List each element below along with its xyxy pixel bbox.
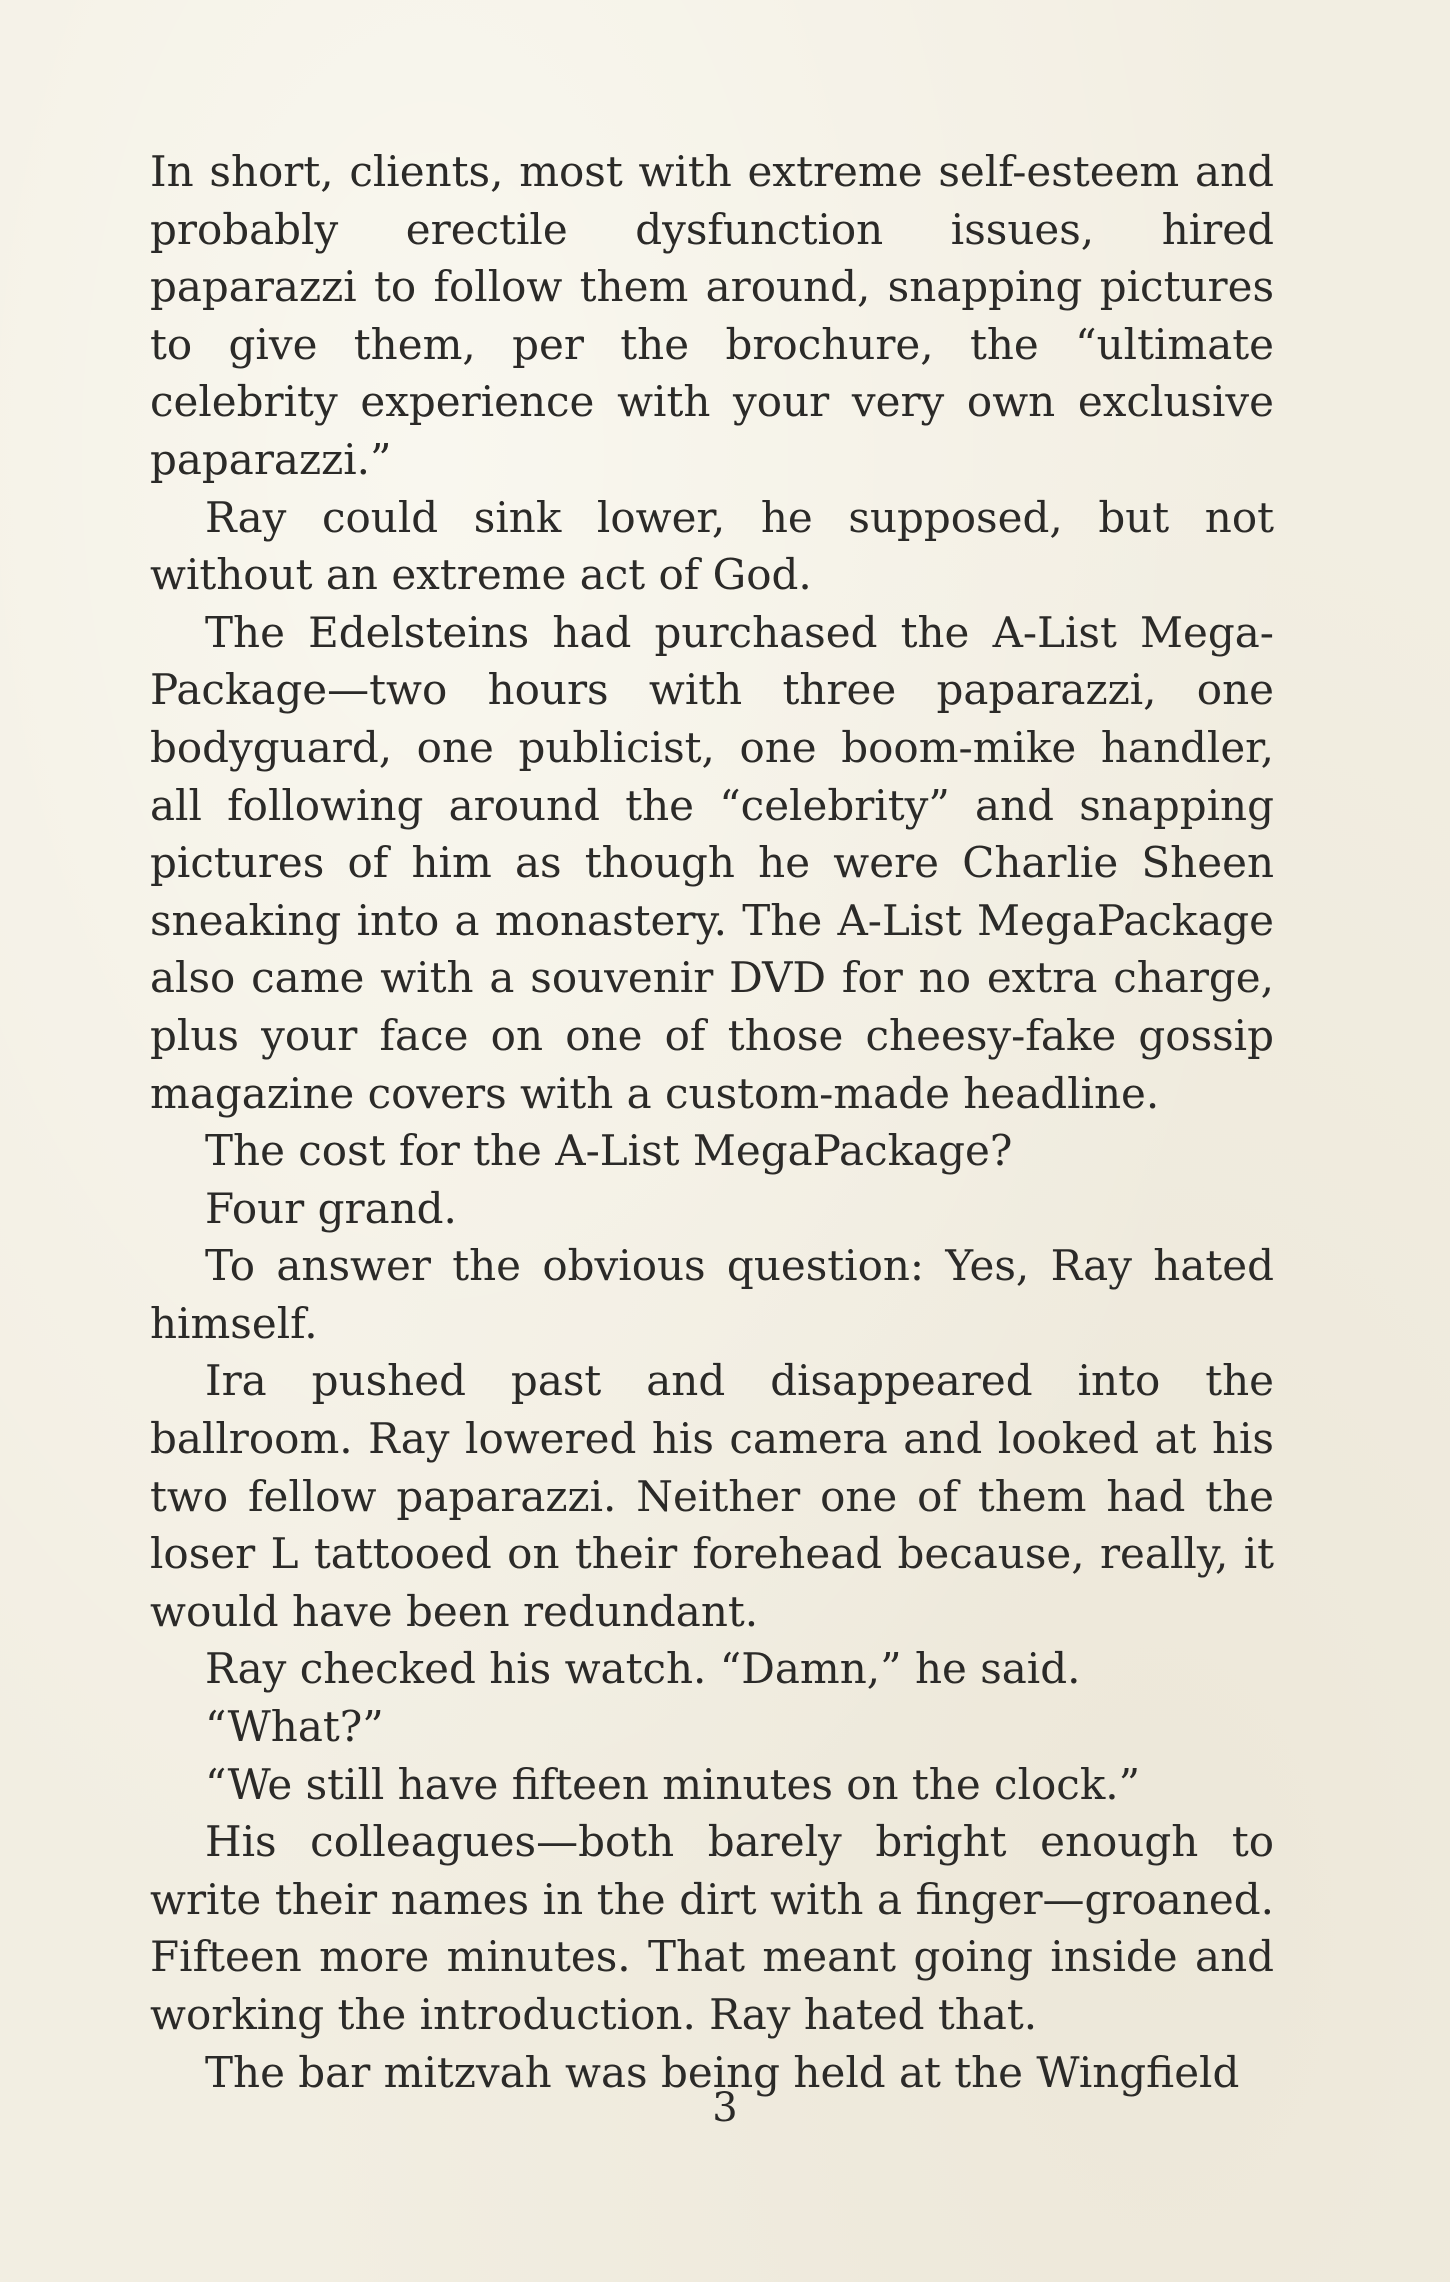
paragraph: To answer the obvious question: Yes, Ray hated himself. xyxy=(150,1241,1274,1348)
paragraph: The cost for the A-List MegaPackage? xyxy=(205,1126,1013,1176)
paragraph: Ira pushed past and disappeared into the ballroom. Ray lowered his camera and looked at his two fellow paparazzi. Neither one of them had the loser L tattooed on their forehead because, really, it would have been redundant. xyxy=(150,1356,1274,1636)
paragraph: Four grand. xyxy=(205,1183,457,1233)
paragraph: His colleagues—both barely bright enough to write their names in the dirt with a finger—groaned. Fifteen more minutes. That meant going inside and working the introduction. Ray hated that. xyxy=(150,1817,1274,2039)
paragraph: The bar mitzvah was being held at the Wingfield xyxy=(205,2047,1240,2097)
paragraph: The Edelsteins had purchased the A-List MegaPackage—two hours with three paparazzi, one bodyguard, one publicist, one boom-mike handler, all following around the “celebrity” and snapping pictures of him as though he were Charlie Sheen sneaking into a monastery. The A-List MegaPackage also came with a souvenir DVD for no extra charge, plus your face on one of those cheesy-fake gossip magazine covers with a custom-made headline. xyxy=(150,607,1274,1118)
page-number: 3 xyxy=(712,2085,738,2131)
paragraph: Ray could sink lower, he supposed, but not without an extreme act of God. xyxy=(150,492,1274,600)
paragraph: “What?” xyxy=(205,1702,384,1752)
paragraph: In short, clients, most with extreme self-esteem and probably erectile dysfunction issues, hired paparazzi to follow them around, snapping pictures to give them, per the brochure, the “ultimate celebrity experience with your very own exclusive paparazzi.” xyxy=(150,147,1274,484)
paragraph: Ray checked his watch. “Damn,” he said. xyxy=(205,1644,1081,1694)
body-text xyxy=(150,143,1274,2101)
paragraph: “We still have fifteen minutes on the clock.” xyxy=(205,1759,1141,1809)
